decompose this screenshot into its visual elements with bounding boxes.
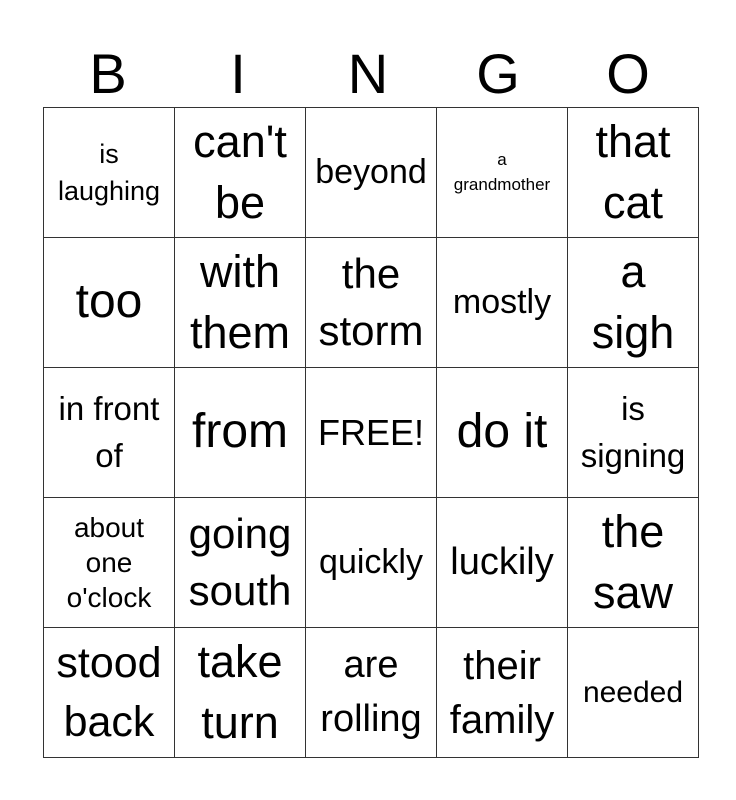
bingo-cell[interactable] <box>437 498 568 628</box>
bingo-cell[interactable] <box>175 498 306 628</box>
cell-text: beyond <box>315 153 427 192</box>
bingo-cell[interactable] <box>306 238 437 368</box>
bingo-cell[interactable] <box>175 628 306 758</box>
cell-text: the saw <box>592 505 674 618</box>
bingo-cell[interactable] <box>306 108 437 238</box>
header-letter-g: G <box>476 42 520 105</box>
cell-text: mostly <box>452 283 552 322</box>
cell-text: about one o'clock <box>66 512 152 613</box>
bingo-cell[interactable] <box>568 238 699 368</box>
bingo-cell[interactable] <box>306 368 437 498</box>
bingo-cell[interactable] <box>44 368 175 498</box>
bingo-cell[interactable] <box>306 498 437 628</box>
cell-text: that cat <box>595 115 671 228</box>
bingo-cell[interactable] <box>437 238 568 368</box>
bingo-cell[interactable] <box>437 628 568 758</box>
bingo-cell[interactable] <box>44 238 175 368</box>
bingo-board <box>43 107 699 758</box>
header-letter-n: N <box>347 42 389 105</box>
bingo-cell[interactable] <box>44 108 175 238</box>
cell-text: quickly <box>319 543 423 582</box>
cell-text: do it <box>456 405 548 459</box>
bingo-cell[interactable] <box>437 368 568 498</box>
bingo-cell[interactable] <box>568 628 699 758</box>
header-letter-o: O <box>606 42 650 105</box>
cell-text: from <box>192 405 288 459</box>
header-letter-i: I <box>230 42 246 105</box>
board-row <box>44 498 699 628</box>
board-row <box>44 368 699 498</box>
cell-text: a sigh <box>591 245 675 358</box>
cell-text: their family <box>449 643 555 742</box>
board-row <box>44 238 699 368</box>
cell-text: stood back <box>56 639 162 746</box>
cell-text: too <box>75 275 143 329</box>
cell-text: the storm <box>318 249 424 354</box>
bingo-cell[interactable] <box>568 108 699 238</box>
bingo-cell[interactable] <box>437 108 568 238</box>
cell-text: with them <box>189 245 291 358</box>
bingo-cell[interactable] <box>175 108 306 238</box>
bingo-cell[interactable] <box>175 238 306 368</box>
header-letter-b: B <box>89 42 127 105</box>
free-space: FREE! <box>317 411 424 453</box>
bingo-cell[interactable] <box>44 628 175 758</box>
cell-text: are rolling <box>320 644 422 740</box>
bingo-header <box>43 40 693 108</box>
cell-text: going south <box>188 509 292 614</box>
bingo-cell[interactable] <box>306 628 437 758</box>
cell-text: luckily <box>450 540 554 583</box>
bingo-cell[interactable] <box>568 368 699 498</box>
cell-text: a grandmother <box>453 149 551 194</box>
cell-text: is laughing <box>57 139 161 206</box>
bingo-cell[interactable] <box>568 498 699 628</box>
board-row <box>44 628 699 758</box>
cell-text: is signing <box>580 390 686 474</box>
cell-text: in front of <box>58 390 160 474</box>
board-row <box>44 108 699 238</box>
bingo-cell[interactable] <box>175 368 306 498</box>
bingo-cell[interactable] <box>44 498 175 628</box>
cell-text: take turn <box>197 635 283 748</box>
cell-text: needed <box>582 675 684 709</box>
cell-text: can't be <box>193 115 287 228</box>
